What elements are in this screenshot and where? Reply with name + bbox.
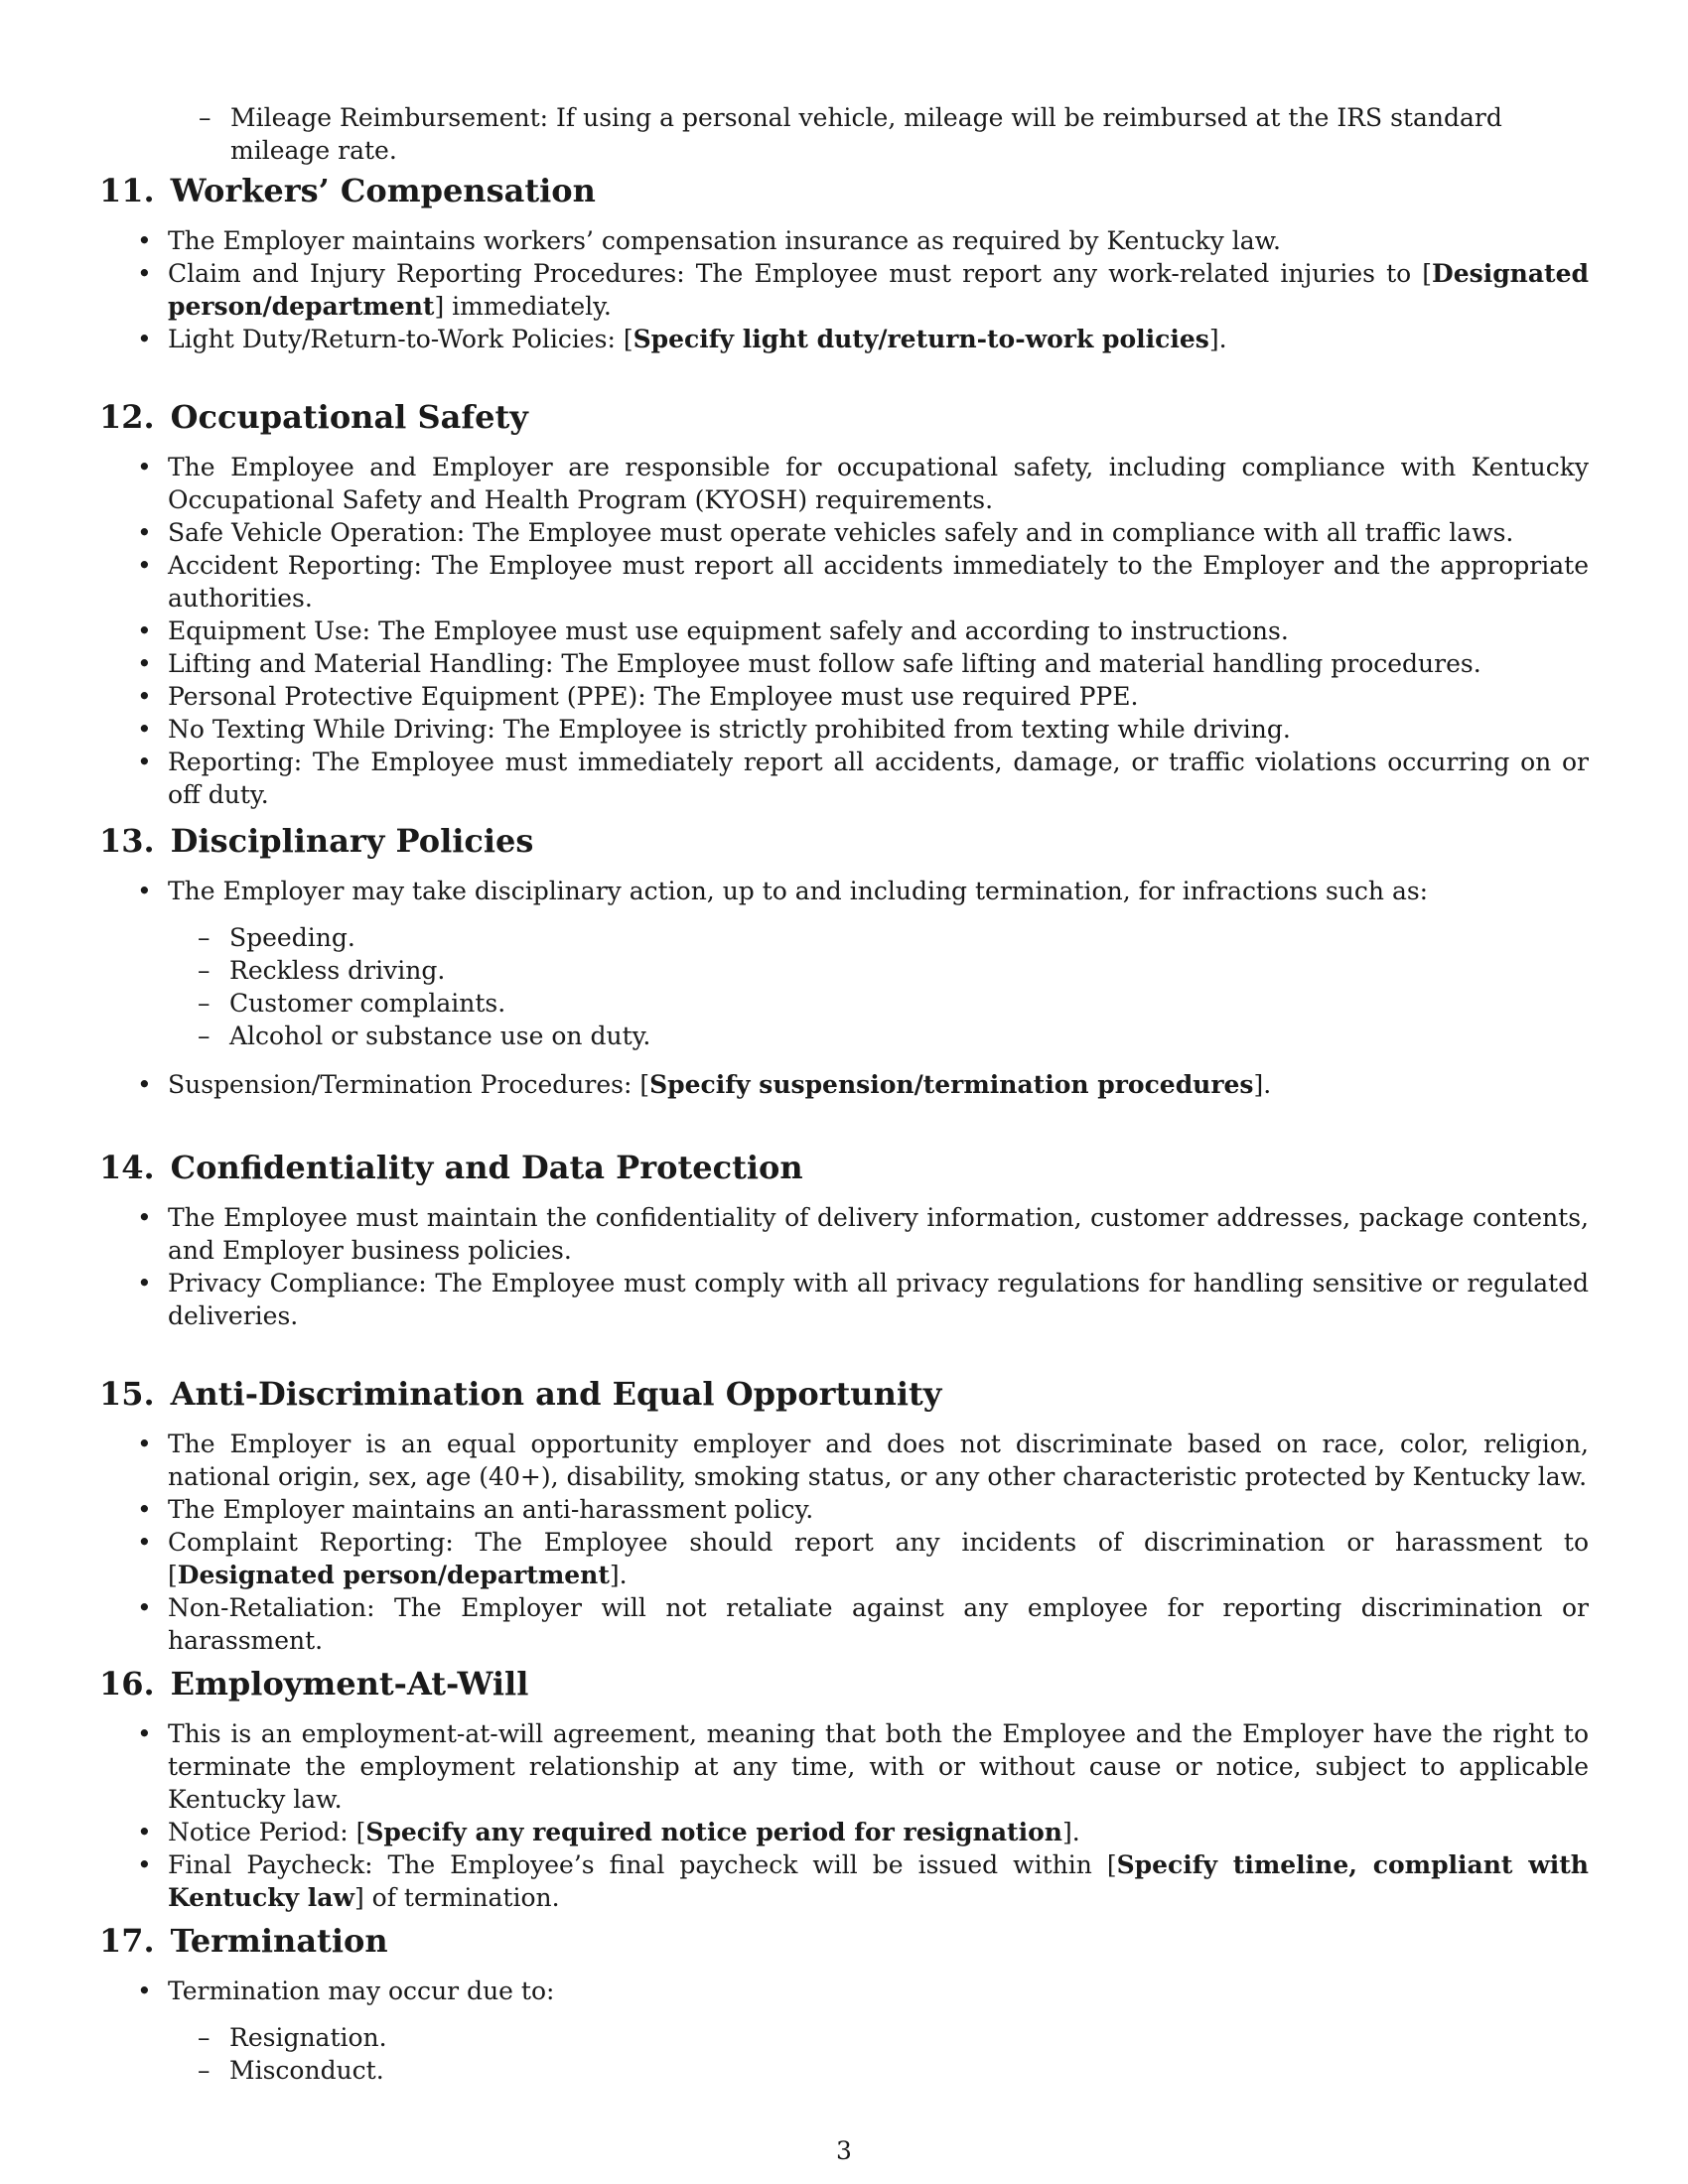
bullet-list [99, 1201, 1589, 1332]
list-item: • Privacy Compliance: The Employee must comply with all privacy regulations for handling sensitive or regulated deliveries. [137, 1267, 1589, 1332]
list-item: • The Employee and Employer are responsible for occupational safety, including compliance with Kentucky Occupational Safety and Health Program (KYOSH) requirements. [137, 451, 1589, 516]
mileage-reimbursement-item: – Mileage Reimbursement: If using a personal vehicle, mileage will be reimbursed at the IRS standard mileage rate. [199, 101, 1589, 167]
list-item [137, 1848, 1589, 1914]
text: ]. [1253, 1070, 1272, 1099]
placeholder-text: Designated person/department [168, 259, 1589, 321]
list-item [137, 1068, 1589, 1101]
text: Final Paycheck: The Employee’s final paycheck will be issued within [ [168, 1850, 1117, 1879]
section-number: 15. [99, 1375, 155, 1413]
section-14 [99, 1148, 1589, 1332]
section-title: Termination [170, 1922, 388, 1960]
section-17 [99, 1921, 1589, 2103]
section-15 [99, 1374, 1589, 1657]
section-number: 17. [99, 1922, 155, 1960]
bullet-list [99, 224, 1589, 355]
list-item [137, 1975, 1589, 2087]
section-number: 12. [99, 398, 155, 436]
sub-list-item: – Speeding. [198, 921, 1589, 954]
list-item: • Personal Protective Equipment (PPE): The Employee must use required PPE. [137, 680, 1589, 713]
section-11 [99, 171, 1589, 355]
page-number: 3 [836, 2136, 852, 2165]
text: ] of termination. [353, 1883, 560, 1912]
section-title: Confidentiality and Data Protection [170, 1149, 803, 1186]
section-heading [99, 397, 1589, 437]
section-number: 13. [99, 822, 155, 860]
section-13 [99, 821, 1589, 1101]
section-heading [99, 1374, 1589, 1414]
section-title: Employment-At-Will [170, 1665, 529, 1703]
placeholder-text: Specify light duty/return-to-work policies [633, 325, 1209, 353]
placeholder-text: Specify timeline, compliant with Kentucky law [168, 1850, 1589, 1912]
bullet-list [99, 875, 1589, 1101]
list-item: • The Employer maintains workers’ compensation insurance as required by Kentucky law. [137, 224, 1589, 257]
text: ] immediately. [434, 292, 612, 321]
section-title: Disciplinary Policies [170, 822, 534, 860]
list-item: • Non-Retaliation: The Employer will not retaliate against any employee for reporting discrimination or harassment. [137, 1591, 1589, 1657]
text: Notice Period: [ [168, 1818, 366, 1846]
list-item: • Lifting and Material Handling: The Employee must follow safe lifting and material handling procedures. [137, 647, 1589, 680]
bullet-list [99, 1428, 1589, 1657]
sub-list-item: – Resignation. [198, 2021, 1589, 2054]
sub-list-item: – Reckless driving. [198, 954, 1589, 987]
list-item [137, 875, 1589, 1052]
placeholder-text: Specify suspension/termination procedures [649, 1070, 1254, 1099]
text: ]. [1061, 1818, 1080, 1846]
continued-subitem [99, 101, 1589, 167]
list-item: • The Employer is an equal opportunity employer and does not discriminate based on race, color, religion, national origin, sex, age (40+), disability, smoking status, or any other characteristic protected by Kentucky law. [137, 1428, 1589, 1493]
sub-list-item: – Customer complaints. [198, 987, 1589, 1020]
section-heading [99, 1148, 1589, 1187]
sub-list-item: – Misconduct. [198, 2054, 1589, 2087]
sub-list-item: – Alcohol or substance use on duty. [198, 1020, 1589, 1052]
placeholder-text: Specify any required notice period for resignation [365, 1818, 1062, 1846]
text: Complaint Reporting: The Employee should report any incidents of discrimination or harassment to [ [168, 1528, 1589, 1589]
text: The Employer may take disciplinary action, up to and including termination, for infractions such as: [168, 877, 1429, 905]
section-title: Workers’ Compensation [170, 172, 596, 209]
sub-list [168, 921, 1589, 1052]
text: ]. [609, 1561, 628, 1589]
section-number: 16. [99, 1665, 155, 1703]
section-heading [99, 1921, 1589, 1961]
list-item [137, 1816, 1589, 1848]
section-heading [99, 821, 1589, 861]
sub-list [168, 2021, 1589, 2087]
placeholder-text: Designated person/department [177, 1561, 610, 1589]
list-item [137, 257, 1589, 323]
list-item: • Safe Vehicle Operation: The Employee must operate vehicles safely and in compliance with all traffic laws. [137, 516, 1589, 549]
section-title: Occupational Safety [170, 398, 528, 436]
section-12 [99, 397, 1589, 811]
section-number: 11. [99, 172, 155, 209]
bullet-list [99, 451, 1589, 811]
sub-list [99, 101, 1589, 167]
section-heading [99, 171, 1589, 210]
list-item: • The Employee must maintain the confidentiality of delivery information, customer addresses, package contents, and Employer business policies. [137, 1201, 1589, 1267]
text: Claim and Injury Reporting Procedures: The Employee must report any work-related injuries to [ [168, 259, 1433, 288]
list-item: • Equipment Use: The Employee must use equipment safely and according to instructions. [137, 614, 1589, 647]
text: Termination may occur due to: [168, 1977, 555, 2005]
text: Suspension/Termination Procedures: [ [168, 1070, 650, 1099]
text: Light Duty/Return-to-Work Policies: [ [168, 325, 633, 353]
list-item: • Accident Reporting: The Employee must report all accidents immediately to the Employer and the appropriate authorities. [137, 549, 1589, 614]
list-item [137, 323, 1589, 355]
text: ]. [1208, 325, 1227, 353]
list-item: • No Texting While Driving: The Employee is strictly prohibited from texting while driving. [137, 713, 1589, 746]
list-item [137, 1526, 1589, 1591]
section-16 [99, 1664, 1589, 1914]
list-item: • Reporting: The Employee must immediately report all accidents, damage, or traffic violations occurring on or off duty. [137, 746, 1589, 811]
bullet-list [99, 1717, 1589, 1914]
bullet-list [99, 1975, 1589, 2087]
list-item: • This is an employment-at-will agreement, meaning that both the Employee and the Employer have the right to terminate the employment relationship at any time, with or without cause or notice, subject to applicable Kentucky law. [137, 1717, 1589, 1816]
section-title: Anti-Discrimination and Equal Opportunity [170, 1375, 942, 1413]
section-number: 14. [99, 1149, 155, 1186]
section-heading [99, 1664, 1589, 1704]
list-item: • The Employer maintains an anti-harassment policy. [137, 1493, 1589, 1526]
